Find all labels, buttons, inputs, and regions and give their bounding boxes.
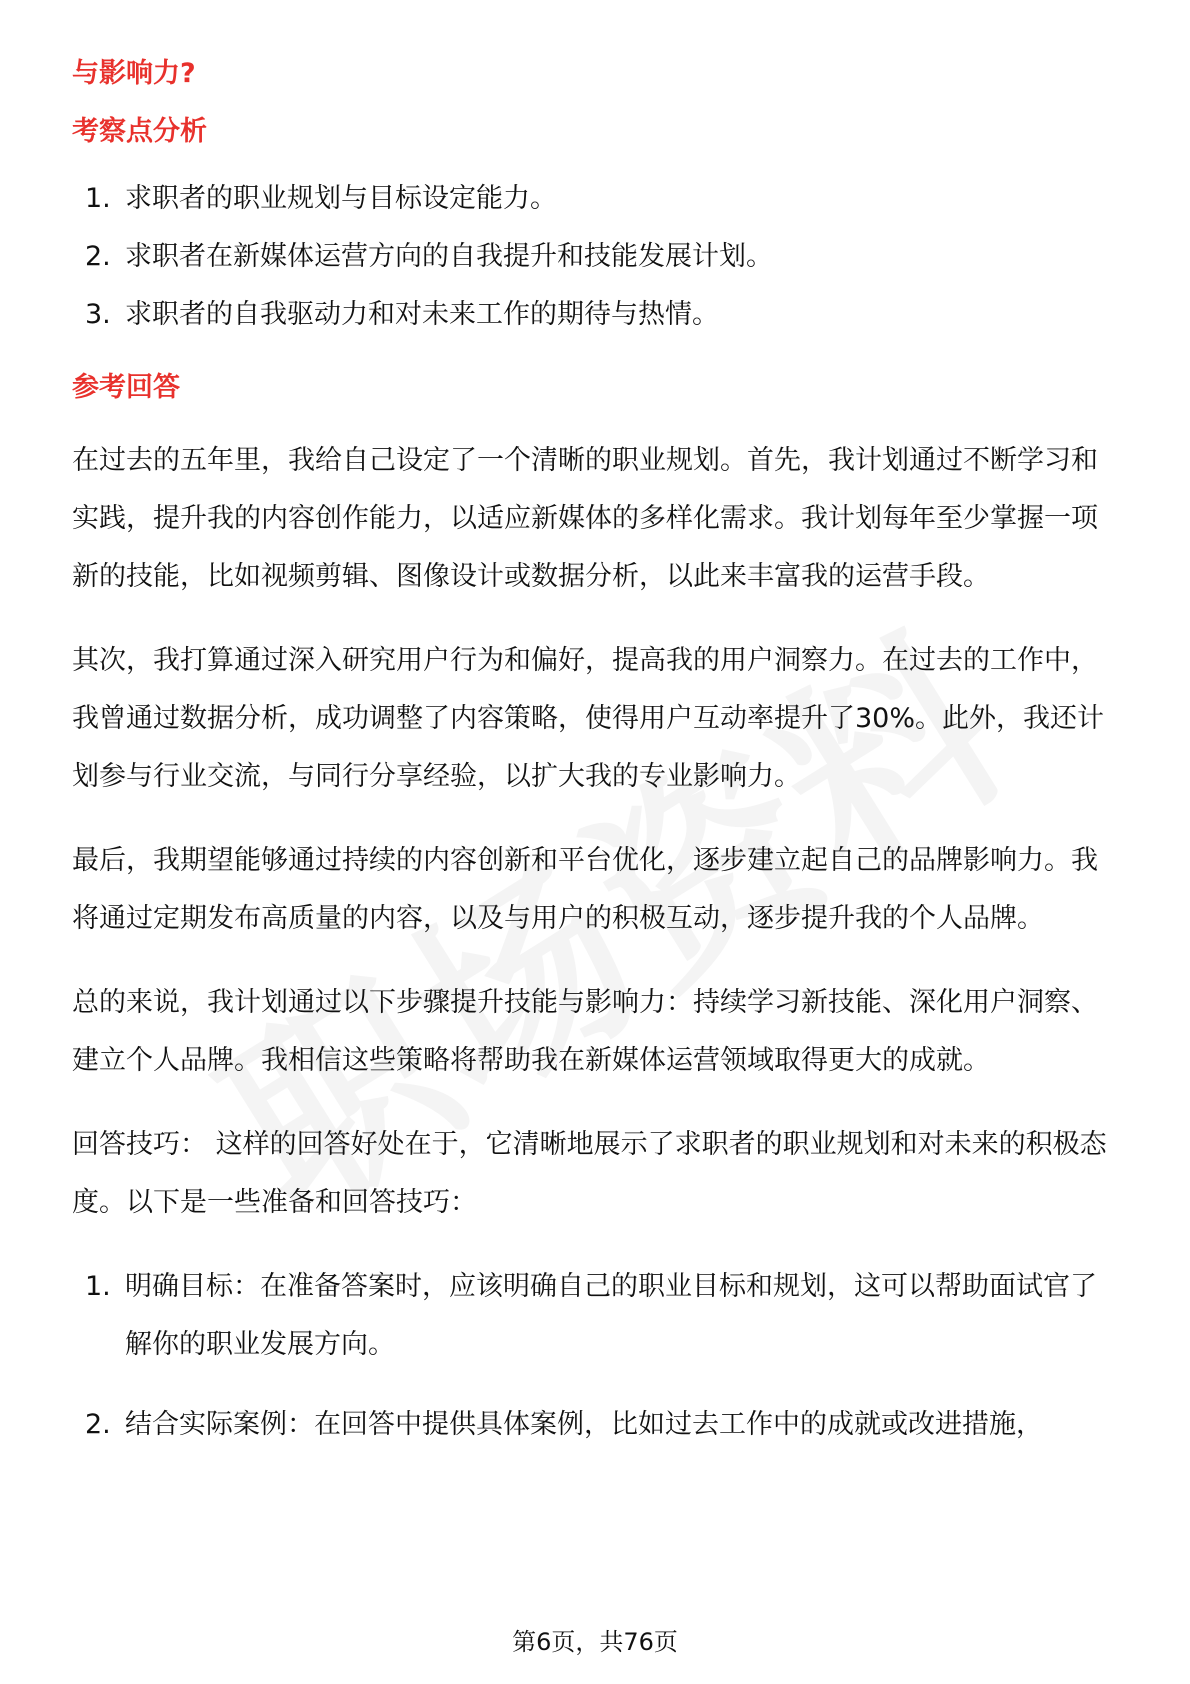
list-item-text: 求职者在新媒体运营方向的自我提升和技能发展计划。 [125,241,773,272]
answer-paragraph: 最后，我期望能够通过持续的内容创新和平台优化，逐步建立起自己的品牌影响力。我将通过定期发布高质量的内容，以及与用户的积极互动，逐步提升我的个人品牌。 [72,845,1098,934]
answer-paragraph: 其次，我打算通过深入研究用户行为和偏好，提高我的用户洞察力。在过去的工作中，我曾通过数据分析，成功调整了内容策略，使得用户互动率提升了30%。此外，我还计划参与行业交流，与同行分享经验，以扩大我的专业影响力。 [72,645,1105,792]
answer-paragraph: 在过去的五年里，我给自己设定了一个清晰的职业规划。首先，我计划通过不断学习和实践，提升我的内容创作能力，以适应新媒体的多样化需求。我计划每年至少掌握一项新的技能，比如视频剪辑、图像设计或数据分析，以此来丰富我的运营手段。 [72,445,1098,592]
list-item [72,1396,1122,1454]
list-item-number: 2. [85,1409,111,1440]
analysis-list [72,170,1122,344]
answer-paragraph: 总的来说，我计划通过以下步骤提升技能与影响力：持续学习新技能、深化用户洞察、建立个人品牌。我相信这些策略将帮助我在新媒体运营领域取得更大的成就。 [72,987,1098,1076]
list-item-text: 明确目标：在准备答案时，应该明确自己的职业目标和规划，这可以帮助面试官了解你的职业发展方向。 [125,1271,1097,1360]
list-item-text: 求职者的自我驱动力和对未来工作的期待与热情。 [125,299,719,330]
list-item [72,228,1122,286]
page-content [72,54,1122,1476]
list-item [72,1258,1122,1374]
list-item-text: 结合实际案例：在回答中提供具体案例，比如过去工作中的成就或改进措施， [125,1409,1043,1440]
list-item-number: 1. [85,1271,111,1302]
section-title-continuation: 与影响力? [72,58,196,89]
list-item [72,286,1122,344]
tips-list [72,1258,1122,1454]
answer-heading: 参考回答 [72,372,180,403]
analysis-heading: 考察点分析 [72,116,207,147]
list-item-number: 2. [85,241,111,272]
list-item-text: 求职者的职业规划与目标设定能力。 [125,183,557,214]
list-item-number: 3. [85,299,111,330]
answer-tips-intro: 回答技巧： 这样的回答好处在于，它清晰地展示了求职者的职业规划和对未来的积极态度。以下是一些准备和回答技巧： [72,1129,1107,1218]
list-item-number: 1. [85,183,111,214]
list-item [72,170,1122,228]
page-number-footer: 第6页，共76页 [512,1628,678,1656]
